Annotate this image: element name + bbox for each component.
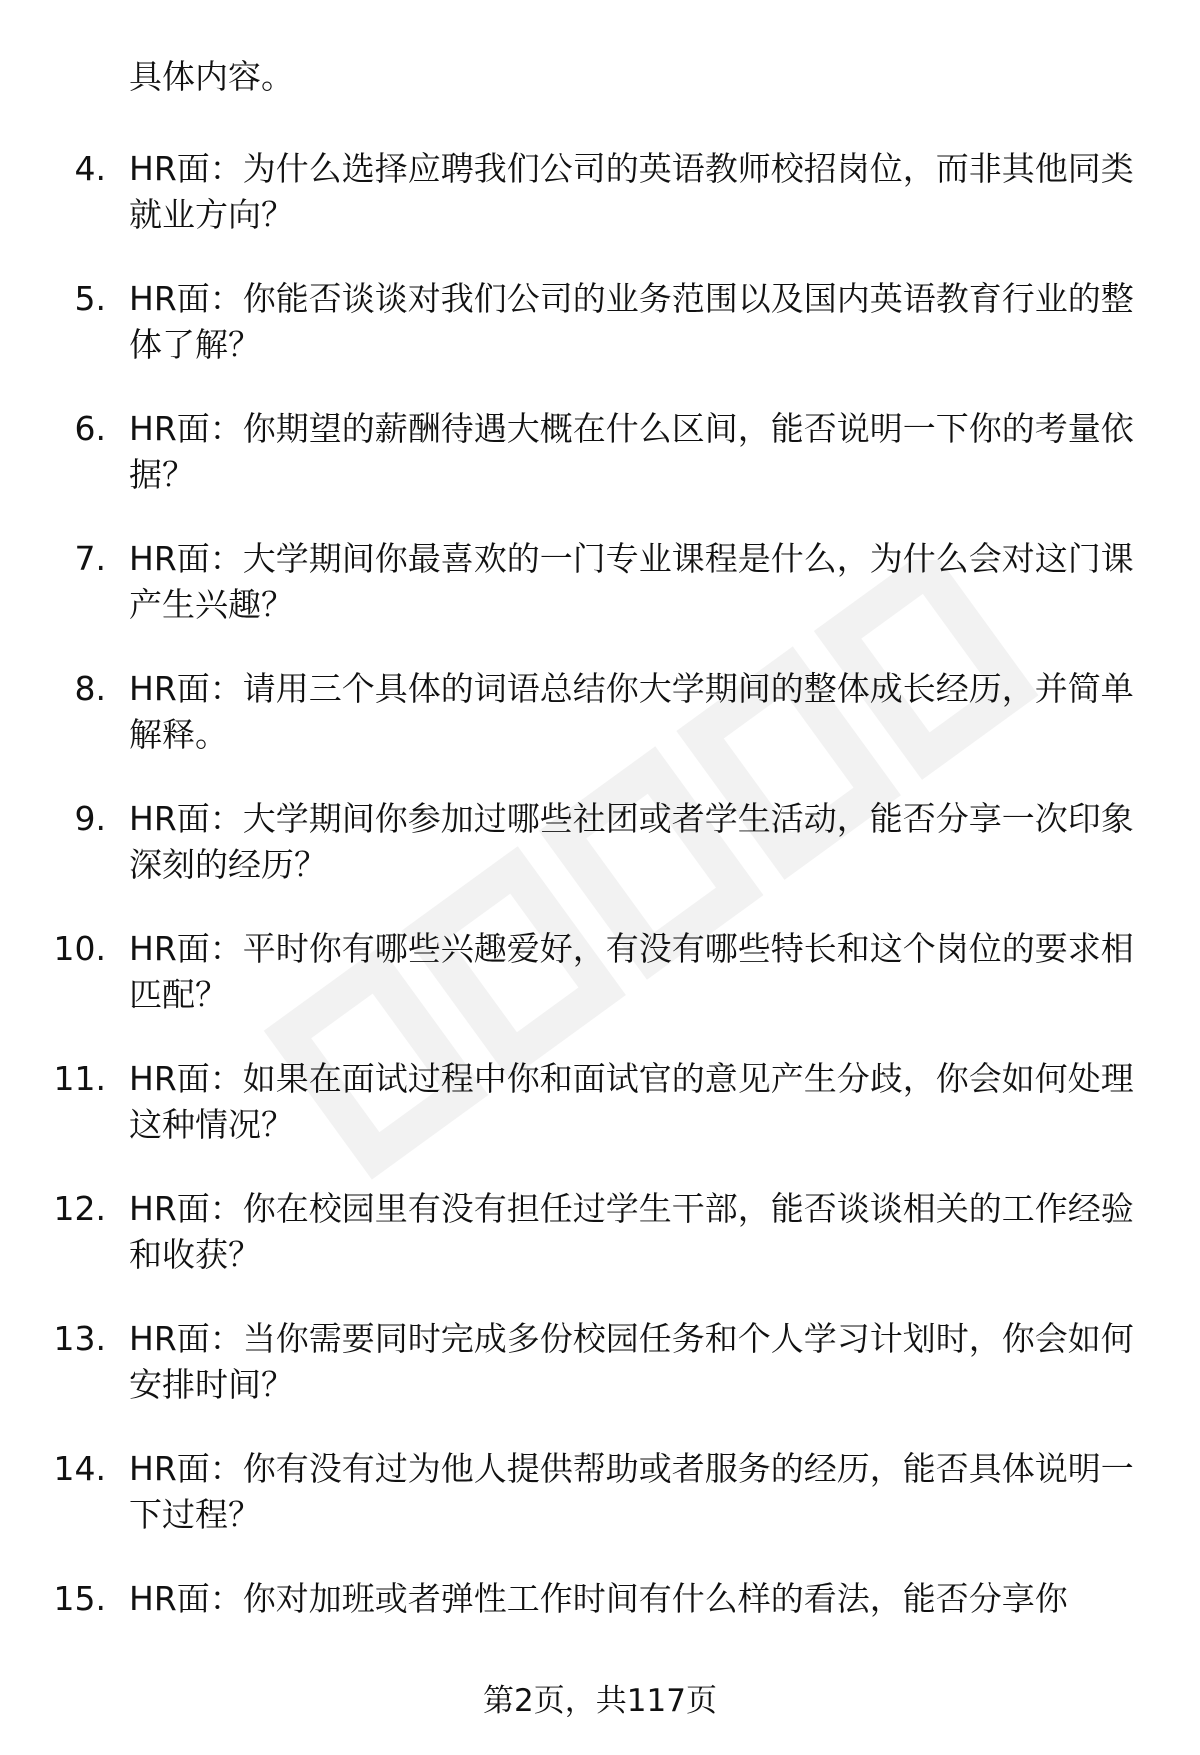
item-text: HR面：你对加班或者弹性工作时间有什么样的看法，能否分享你 [129, 1579, 1068, 1618]
item-number: 5. [74, 279, 106, 318]
list-item [0, 666, 1200, 796]
page-footer: 第2页，共117页 [483, 1683, 717, 1719]
item-text: HR面：你有没有过为他人提供帮助或者服务的经历，能否具体说明一下过程？ [129, 1449, 1134, 1534]
list-item [0, 1056, 1200, 1186]
item-number: 15. [53, 1579, 106, 1618]
list-item [0, 926, 1200, 1056]
item-text: HR面：你在校园里有没有担任过学生干部，能否谈谈相关的工作经验和收获？ [129, 1189, 1134, 1274]
item-number: 11. [53, 1059, 106, 1098]
item-number: 12. [53, 1189, 106, 1228]
item-text: HR面：请用三个具体的词语总结你大学期间的整体成长经历，并简单解释。 [129, 669, 1134, 754]
list-item [0, 276, 1200, 406]
list-item [0, 146, 1200, 276]
item-number: 4. [74, 149, 106, 188]
list-item [0, 796, 1200, 926]
list-item [0, 1446, 1200, 1576]
list-item [0, 1316, 1200, 1446]
item-number: 10. [53, 929, 106, 968]
item-text: HR面：你能否谈谈对我们公司的业务范围以及国内英语教育行业的整体了解？ [129, 279, 1134, 364]
list-item [0, 1186, 1200, 1316]
list-item [0, 536, 1200, 666]
item-text: HR面：你期望的薪酬待遇大概在什么区间，能否说明一下你的考量依据？ [129, 409, 1134, 494]
list-item [0, 406, 1200, 536]
continued-text: 具体内容。 [129, 57, 294, 96]
item-number: 13. [53, 1319, 106, 1358]
item-text: HR面：如果在面试过程中你和面试官的意见产生分歧，你会如何处理这种情况？ [129, 1059, 1134, 1144]
item-text: HR面：为什么选择应聘我们公司的英语教师校招岗位，而非其他同类就业方向？ [129, 149, 1134, 234]
item-text: HR面：大学期间你最喜欢的一门专业课程是什么，为什么会对这门课产生兴趣？ [129, 539, 1134, 624]
item-text: HR面：大学期间你参加过哪些社团或者学生活动，能否分享一次印象深刻的经历？ [129, 799, 1134, 884]
item-text: HR面：当你需要同时完成多份校园任务和个人学习计划时，你会如何安排时间？ [129, 1319, 1134, 1404]
item-number: 14. [53, 1449, 106, 1488]
item-number: 8. [74, 669, 106, 708]
item-text: HR面：平时你有哪些兴趣爱好，有没有哪些特长和这个岗位的要求相匹配？ [129, 929, 1134, 1014]
item-number: 6. [74, 409, 106, 448]
question-list [0, 146, 1200, 1706]
item-number: 7. [74, 539, 106, 578]
item-number: 9. [74, 799, 106, 838]
